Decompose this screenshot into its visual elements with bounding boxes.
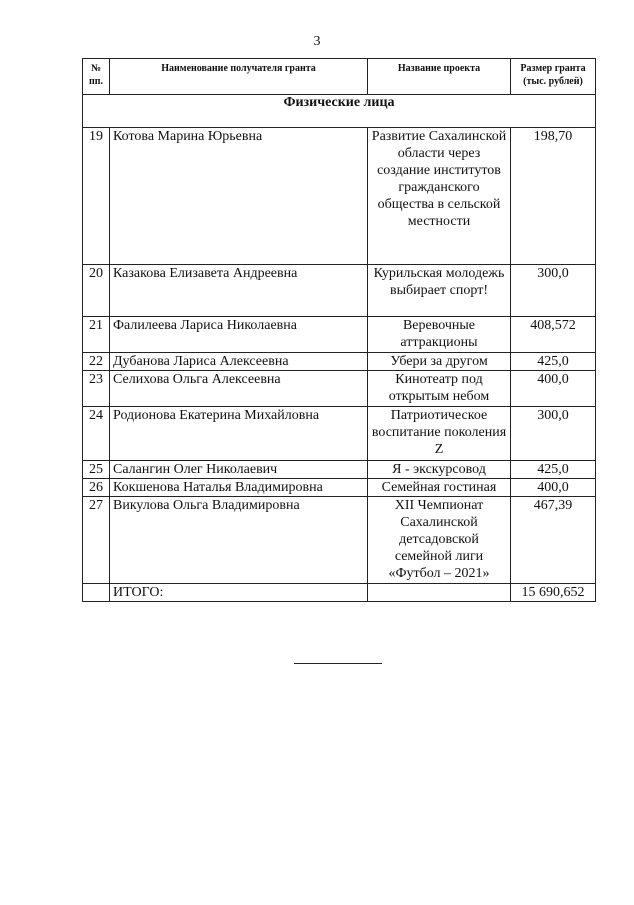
total-num-cell [83,584,110,602]
table-row [83,353,596,371]
header-amount: Размер гранта (тыс. рублей) [511,59,596,95]
row-project: Кинотеатр под открытым небом [368,371,511,407]
section-title: Физические лица [83,95,596,128]
row-num: 22 [83,353,110,371]
row-amount: 400,0 [511,479,596,497]
table-row [83,265,596,317]
row-recipient: Фалилеева Лариса Николаевна [110,317,368,353]
header-num: № пп. [83,59,110,95]
row-recipient: Родионова Екатерина Михайловна [110,407,368,461]
closing-divider-line [294,663,382,664]
row-recipient: Кокшенова Наталья Владимировна [110,479,368,497]
row-num: 26 [83,479,110,497]
total-row [83,584,596,602]
row-num: 20 [83,265,110,317]
row-recipient: Дубанова Лариса Алексеевна [110,353,368,371]
table-row [83,128,596,265]
row-project: Курильская молодежь выбирает спорт! [368,265,511,317]
table-header-row [83,59,596,95]
row-project: XII Чемпионат Сахалинской детсадовской семейной лиги «Футбол – 2021» [368,497,511,584]
table-row [83,317,596,353]
row-amount: 467,39 [511,497,596,584]
header-recipient: Наименование получателя гранта [110,59,368,95]
table-row [83,461,596,479]
table-row [83,497,596,584]
row-project: Семейная гостиная [368,479,511,497]
section-row [83,95,596,128]
row-num: 24 [83,407,110,461]
row-amount: 198,70 [511,128,596,265]
row-num: 23 [83,371,110,407]
row-num: 19 [83,128,110,265]
row-amount: 300,0 [511,407,596,461]
row-recipient: Селихова Ольга Алексеевна [110,371,368,407]
grants-table [82,58,596,602]
row-project: Я - экскурсовод [368,461,511,479]
row-num: 25 [83,461,110,479]
row-recipient: Викулова Ольга Владимировна [110,497,368,584]
header-project: Название проекта [368,59,511,95]
row-amount: 400,0 [511,371,596,407]
row-amount: 408,572 [511,317,596,353]
row-amount: 300,0 [511,265,596,317]
table-row [83,407,596,461]
row-project: Патриотическое воспитание поколения Z [368,407,511,461]
total-amount: 15 690,652 [511,584,596,602]
total-project-cell [368,584,511,602]
row-amount: 425,0 [511,461,596,479]
row-project: Веревочные аттракционы [368,317,511,353]
table-row [83,371,596,407]
row-amount: 425,0 [511,353,596,371]
page-number: 3 [313,34,321,49]
row-recipient: Котова Марина Юрьевна [110,128,368,265]
row-recipient: Казакова Елизавета Андреевна [110,265,368,317]
table-row [83,479,596,497]
row-recipient: Салангин Олег Николаевич [110,461,368,479]
row-num: 27 [83,497,110,584]
total-label: ИТОГО: [110,584,368,602]
row-project: Убери за другом [368,353,511,371]
row-project: Развитие Сахалинской области через создание институтов гражданского общества в сельской местности [368,128,511,265]
row-num: 21 [83,317,110,353]
